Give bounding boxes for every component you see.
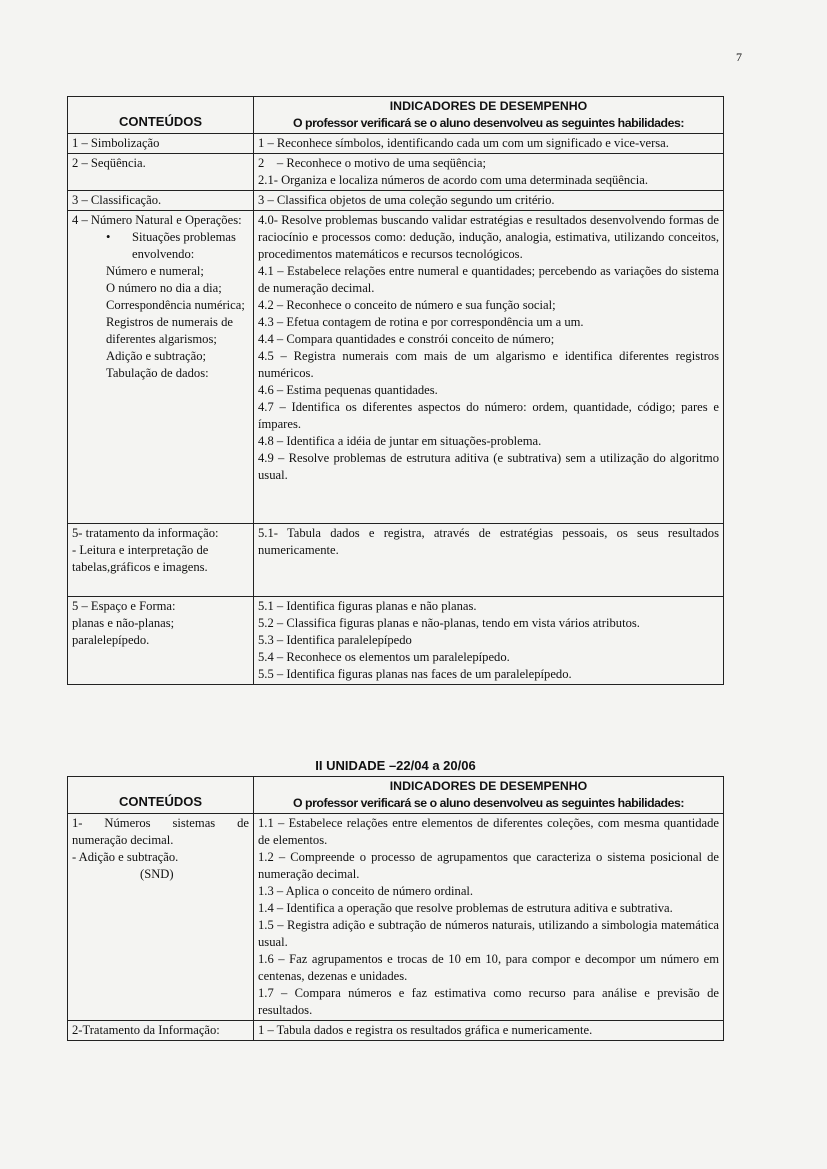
row-content — [68, 524, 254, 597]
content-line: 2 – Seqüência. — [72, 156, 146, 170]
competencies-table-1 — [67, 96, 724, 685]
table-row — [68, 154, 724, 191]
indicator-line: 1.7 – Compara números e faz estimativa como recurso para análise e previsão de resultados. — [258, 986, 719, 1017]
content-line: 4 – Número Natural e Operações: — [72, 213, 242, 227]
page-number: 7 — [736, 50, 742, 64]
indicator-line: 4.3 – Efetua contagem de rotina e por correspondência um a um. — [258, 315, 584, 329]
content-line: Tabulação de dados: — [106, 366, 209, 380]
header-indicators-title: INDICADORES DE DESEMPENHO — [389, 779, 588, 793]
content-line: 5- tratamento da informação: — [72, 526, 219, 540]
header-indicators-subtitle: O professor verificará se o aluno desenvolveu as seguintes habilidades: — [292, 116, 685, 130]
indicator-line: 1 – Reconhece símbolos, identificando cada um com um significado e vice-versa. — [258, 136, 669, 150]
row-indicators — [254, 814, 724, 1021]
content-line: 3 – Classificação. — [72, 193, 162, 207]
indicator-line: 5.2 – Classifica figuras planas e não-planas, tendo em vista vários atributos. — [258, 616, 640, 630]
table-row — [68, 1021, 724, 1041]
content-line: - Leitura e interpretação de tabelas,gráficos e imagens. — [72, 543, 209, 574]
content-line: 2-Tratamento da Informação: — [72, 1023, 220, 1037]
indicator-line: 5.4 – Reconhece os elementos um paralelepípedo. — [258, 650, 510, 664]
row-content — [68, 191, 254, 211]
indicator-line: 5.1 – Identifica figuras planas e não planas. — [258, 599, 477, 613]
indicator-line: 5.5 – Identifica figuras planas nas faces de um paralelepípedo. — [258, 667, 572, 681]
indicator-line: 4.1 – Estabelece relações entre numeral e quantidades; percebendo as variações do sistema de numeração decimal. — [258, 264, 719, 295]
content-line: 1- Números sistemas de numeração decimal. — [72, 816, 249, 847]
indicator-line: 1.6 – Faz agrupamentos e trocas de 10 em 10, para compor e decompor um número em centenas, dezenas e unidades. — [258, 952, 719, 983]
content-line: (SND) — [140, 867, 174, 881]
indicator-line: 4.7 – Identifica os diferentes aspectos do número: ordem, quantidade, código; pares e ímpares. — [258, 400, 719, 431]
competencies-table-2 — [67, 776, 724, 1041]
table-row — [68, 524, 724, 597]
indicator-line: 1 – Tabula dados e registra os resultados gráfica e numericamente. — [258, 1023, 593, 1037]
row-indicators — [254, 154, 724, 191]
row-indicators — [254, 191, 724, 211]
indicator-line: 4.5 – Registra numerais com mais de um algarismo e identifica diferentes registros numéricos. — [258, 349, 719, 380]
indicator-line: 4.2 – Reconhece o conceito de número e sua função social; — [258, 298, 556, 312]
indicator-line: 1.2 – Compreende o processo de agrupamentos que caracteriza o sistema posicional de numeração decimal. — [258, 850, 719, 881]
indicator-line: 5.3 – Identifica paralelepípedo — [258, 633, 412, 647]
indicator-line: 4.8 – Identifica a idéia de juntar em situações-problema. — [258, 434, 542, 448]
header-indicators — [254, 777, 724, 814]
table-header — [68, 97, 724, 134]
indicator-line: 3 – Classifica objetos de uma coleção segundo um critério. — [258, 193, 555, 207]
indicator-line: 4.9 – Resolve problemas de estrutura aditiva (e subtrativa) sem a utilização do algoritmo usual. — [258, 451, 719, 482]
header-indicators — [254, 97, 724, 134]
content-line: Situações problemas envolvendo: — [132, 230, 236, 261]
content-line: Correspondência numérica; — [106, 298, 245, 312]
row-content — [68, 597, 254, 685]
row-indicators — [254, 211, 724, 524]
indicator-line: 4.6 – Estima pequenas quantidades. — [258, 383, 438, 397]
content-line: Registros de numerais de diferentes algarismos; — [106, 315, 233, 346]
content-line: paralelepípedo. — [72, 633, 150, 647]
row-content — [68, 154, 254, 191]
indicator-line: 1.4 – Identifica a operação que resolve problemas de estrutura aditiva e subtrativa. — [258, 901, 673, 915]
bullet-glyph: • — [106, 230, 111, 244]
header-contents: CONTEÚDOS — [68, 97, 254, 134]
indicator-line: 5.1- Tabula dados e registra, através de estratégias pessoais, os seus resultados numericamente. — [258, 526, 719, 557]
indicator-line: 4.0- Resolve problemas buscando validar estratégias e resultados desenvolvendo formas de raciocínio e processos como: dedução, indução, analogia, estimativa, utilizando conceitos, procedimentos matemáticos e recursos tecnológicos. — [258, 213, 719, 261]
row-content — [68, 814, 254, 1021]
table-row — [68, 134, 724, 154]
indicator-line: 4.4 – Compara quantidades e constrói conceito de número; — [258, 332, 555, 346]
row-indicators — [254, 597, 724, 685]
content-line: - Adição e subtração. — [72, 850, 179, 864]
header-contents: CONTEÚDOS — [68, 777, 254, 814]
indicator-line: 1.3 – Aplica o conceito de número ordinal. — [258, 884, 474, 898]
table-row — [68, 211, 724, 524]
indicator-line: 1.1 – Estabelece relações entre elementos de diferentes coleções, com mesma quantidade de elementos. — [258, 816, 719, 847]
bullet-item — [72, 229, 249, 263]
table-row — [68, 191, 724, 211]
row-content — [68, 134, 254, 154]
row-indicators — [254, 134, 724, 154]
table-row — [68, 597, 724, 685]
row-indicators — [254, 1021, 724, 1041]
header-indicators-title: INDICADORES DE DESEMPENHO — [389, 99, 588, 113]
content-line: Adição e subtração; — [106, 349, 207, 363]
content-line: 5 – Espaço e Forma: — [72, 599, 176, 613]
content-line: Número e numeral; — [106, 264, 204, 278]
content-line: O número no dia a dia; — [106, 281, 222, 295]
content-line: 1 – Simbolização — [72, 136, 160, 150]
row-content — [68, 211, 254, 524]
row-indicators — [254, 524, 724, 597]
indicator-line: 2 – Reconhece o motivo de uma seqüência; — [258, 156, 487, 170]
indicator-line: 1.5 – Registra adição e subtração de números naturais, utilizando a simbologia matemática usual. — [258, 918, 719, 949]
unit-title: II UNIDADE –22/04 a 20/06 — [315, 758, 476, 773]
row-content — [68, 1021, 254, 1041]
indicator-line: 2.1- Organiza e localiza números de acordo com uma determinada seqüência. — [258, 173, 649, 187]
content-line: planas e não-planas; — [72, 616, 175, 630]
table-row — [68, 814, 724, 1021]
table-header — [68, 777, 724, 814]
header-indicators-subtitle: O professor verificará se o aluno desenvolveu as seguintes habilidades: — [292, 796, 685, 810]
